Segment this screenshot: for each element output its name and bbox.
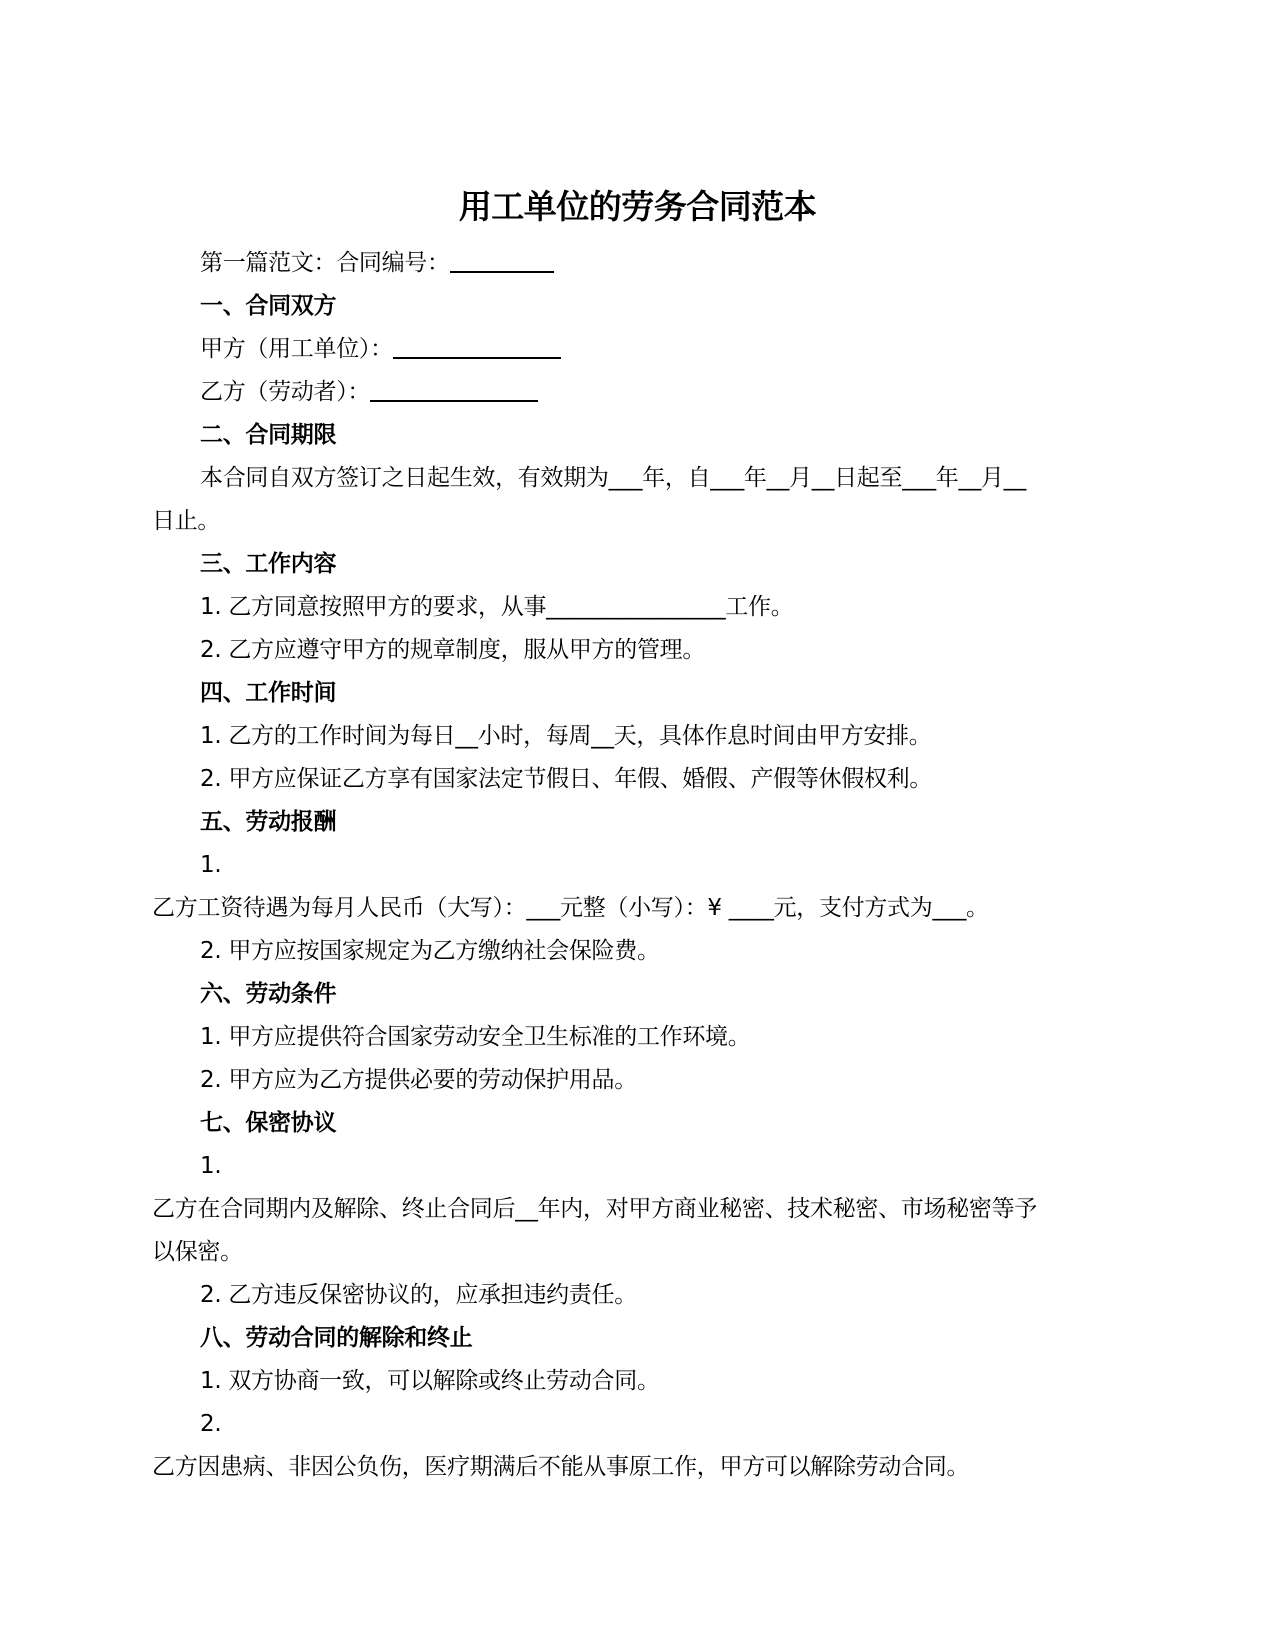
section-heading-conditions: 六、劳动条件: [200, 981, 337, 1007]
section-heading-termination: 八、劳动合同的解除和终止: [200, 1325, 473, 1351]
paragraph-line: 本合同自双方签订之日起生效，有效期为___年，自___年__月__日起至___年__月__: [200, 465, 1027, 491]
section-heading-work-content: 三、工作内容: [200, 551, 337, 577]
section-heading-term: 二、合同期限: [200, 422, 337, 448]
paragraph-line: 1. 乙方同意按照甲方的要求，从事________________工作。: [200, 594, 794, 620]
party-a-blank: [393, 331, 561, 359]
paragraph-line: 以保密。: [152, 1239, 243, 1265]
party-b-label: 乙方（劳动者）：: [200, 379, 371, 405]
section-heading-confidentiality: 七、保密协议: [200, 1110, 337, 1136]
contract-number-label: 第一篇范文：合同编号：: [200, 250, 450, 276]
party-a-line: [152, 328, 1190, 371]
paragraph-line: 2. 甲方应为乙方提供必要的劳动保护用品。: [200, 1067, 637, 1093]
paragraph-line: 2. 甲方应保证乙方享有国家法定节假日、年假、婚假、产假等休假权利。: [200, 766, 933, 792]
section-heading-remuneration: 五、劳动报酬: [200, 809, 337, 835]
paragraph-line: 1. 甲方应提供符合国家劳动安全卫生标准的工作环境。: [200, 1024, 751, 1050]
paragraph-line: 1. 乙方的工作时间为每日__小时，每周__天，具体作息时间由甲方安排。: [200, 723, 932, 749]
paragraph-line: 乙方在合同期内及解除、终止合同后__年内，对甲方商业秘密、技术秘密、市场秘密等予: [152, 1196, 1038, 1222]
paragraph-line: 2. 乙方违反保密协议的，应承担违约责任。: [200, 1282, 637, 1308]
paragraph-line: 乙方工资待遇为每月人民币（大写）：___元整（小写）：¥ ____元，支付方式为___。: [152, 895, 989, 921]
list-number: 1.: [200, 852, 222, 878]
list-number: 2.: [200, 1411, 222, 1437]
paragraph-line: 2. 甲方应按国家规定为乙方缴纳社会保险费。: [200, 938, 660, 964]
paragraph-line: 1. 双方协商一致，可以解除或终止劳动合同。: [200, 1368, 660, 1394]
contract-number-line: [152, 242, 1190, 285]
document-title: 用工单位的劳务合同范本: [458, 187, 817, 226]
party-b-line: [152, 371, 1190, 414]
contract-number-blank: [450, 245, 554, 273]
paragraph-line: 日止。: [152, 508, 221, 534]
section-heading-work-hours: 四、工作时间: [200, 680, 337, 706]
list-number: 1.: [200, 1153, 222, 1179]
party-a-label: 甲方（用工单位）：: [200, 336, 393, 362]
party-b-blank: [370, 374, 538, 402]
paragraph-line: 乙方因患病、非因公负伤，医疗期满后不能从事原工作，甲方可以解除劳动合同。: [152, 1454, 970, 1480]
paragraph-line: 2. 乙方应遵守甲方的规章制度，服从甲方的管理。: [200, 637, 706, 663]
section-heading-parties: 一、合同双方: [200, 293, 337, 319]
